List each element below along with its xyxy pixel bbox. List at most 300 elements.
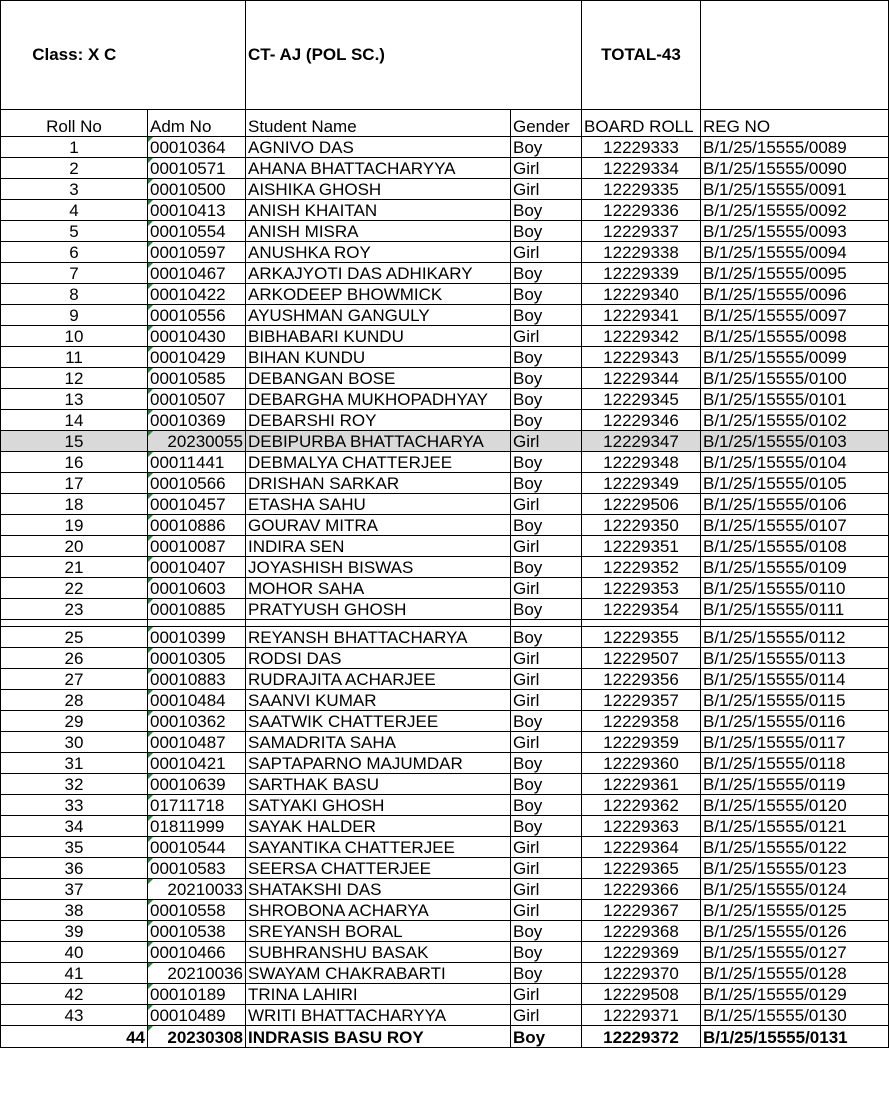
cell-adm-no[interactable]: 00010487 — [148, 732, 246, 753]
cell-gender[interactable]: Girl — [511, 1005, 582, 1026]
cell-adm-no[interactable]: 00010087 — [148, 536, 246, 557]
cell-student-name[interactable]: AYUSHMAN GANGULY — [246, 305, 511, 326]
cell-roll-no[interactable]: 5 — [1, 221, 148, 242]
cell-adm-no[interactable]: 00010538 — [148, 921, 246, 942]
cell-adm-no[interactable]: 00010457 — [148, 494, 246, 515]
table-row — [1, 557, 889, 578]
cell-reg-no[interactable]: B/1/25/15555/0119 — [701, 774, 889, 795]
cell-adm-no[interactable]: 00010362 — [148, 711, 246, 732]
cell-roll-no[interactable]: 38 — [1, 900, 148, 921]
cell-adm-no[interactable]: 00010305 — [148, 648, 246, 669]
cell-reg-no[interactable]: B/1/25/15555/0124 — [701, 879, 889, 900]
cell-reg-no[interactable]: B/1/25/15555/0121 — [701, 816, 889, 837]
cell-adm-no[interactable]: 00010883 — [148, 669, 246, 690]
cell-board-roll[interactable]: 12229341 — [582, 305, 701, 326]
cell-student-name[interactable]: DRISHAN SARKAR — [246, 473, 511, 494]
cell-adm-no[interactable]: 00010639 — [148, 774, 246, 795]
cell-reg-no[interactable]: B/1/25/15555/0102 — [701, 410, 889, 431]
table-row — [1, 179, 889, 200]
cell-roll-no[interactable]: 11 — [1, 347, 148, 368]
cell-student-name[interactable]: SHROBONA ACHARYA — [246, 900, 511, 921]
cell-gender[interactable]: Girl — [511, 879, 582, 900]
table-row — [1, 599, 889, 620]
cell-board-roll[interactable]: 12229507 — [582, 648, 701, 669]
cell-gender[interactable]: Boy — [511, 627, 582, 648]
cell-roll-no[interactable]: 39 — [1, 921, 148, 942]
header-empty-cell[interactable] — [148, 1, 246, 110]
cell-gender[interactable]: Boy — [511, 1026, 582, 1048]
cell-gender[interactable]: Boy — [511, 711, 582, 732]
cell-gender[interactable]: Girl — [511, 494, 582, 515]
cell-board-roll[interactable]: 12229345 — [582, 389, 701, 410]
cell-reg-no[interactable]: B/1/25/15555/0091 — [701, 179, 889, 200]
cell-adm-no[interactable]: 00010500 — [148, 179, 246, 200]
cell-adm-no[interactable]: 00010467 — [148, 263, 246, 284]
blank-cell[interactable] — [511, 620, 582, 627]
cell-reg-no[interactable]: B/1/25/15555/0089 — [701, 137, 889, 158]
cell-roll-no[interactable]: 3 — [1, 179, 148, 200]
cell-reg-no[interactable]: B/1/25/15555/0101 — [701, 389, 889, 410]
cell-adm-no[interactable]: 00010364 — [148, 137, 246, 158]
cell-adm-no[interactable]: 00010413 — [148, 200, 246, 221]
cell-reg-no[interactable]: B/1/25/15555/0111 — [701, 599, 889, 620]
cell-board-roll[interactable]: 12229342 — [582, 326, 701, 347]
cell-student-name[interactable]: DEBARGHA MUKHOPADHYAY — [246, 389, 511, 410]
cell-board-roll[interactable]: 12229367 — [582, 900, 701, 921]
cell-gender[interactable]: Boy — [511, 473, 582, 494]
total-label[interactable]: TOTAL-43 — [582, 1, 701, 110]
cell-reg-no[interactable]: B/1/25/15555/0123 — [701, 858, 889, 879]
cell-student-name[interactable]: SAATWIK CHATTERJEE — [246, 711, 511, 732]
cell-student-name[interactable]: SAMADRITA SAHA — [246, 732, 511, 753]
cell-student-name[interactable]: SREYANSH BORAL — [246, 921, 511, 942]
table-row — [1, 879, 889, 900]
cell-student-name[interactable]: BIBHABARI KUNDU — [246, 326, 511, 347]
cell-gender[interactable]: Boy — [511, 410, 582, 431]
cell-board-roll[interactable]: 12229348 — [582, 452, 701, 473]
table-row — [1, 242, 889, 263]
cell-student-name[interactable]: AISHIKA GHOSH — [246, 179, 511, 200]
cell-roll-no[interactable]: 18 — [1, 494, 148, 515]
cell-adm-no[interactable]: 01811999 — [148, 816, 246, 837]
cell-adm-no[interactable]: 00010507 — [148, 389, 246, 410]
cell-board-roll[interactable]: 12229362 — [582, 795, 701, 816]
cell-board-roll[interactable]: 12229366 — [582, 879, 701, 900]
cell-roll-no[interactable]: 23 — [1, 599, 148, 620]
cell-student-name[interactable]: MOHOR SAHA — [246, 578, 511, 599]
cell-reg-no[interactable]: B/1/25/15555/0125 — [701, 900, 889, 921]
cell-reg-no[interactable]: B/1/25/15555/0115 — [701, 690, 889, 711]
cell-roll-no[interactable]: 14 — [1, 410, 148, 431]
cell-reg-no[interactable]: B/1/25/15555/0107 — [701, 515, 889, 536]
header-empty-cell[interactable] — [701, 1, 889, 110]
cell-gender[interactable]: Boy — [511, 599, 582, 620]
cell-board-roll[interactable]: 12229349 — [582, 473, 701, 494]
cell-adm-no[interactable]: 00010554 — [148, 221, 246, 242]
cell-gender[interactable]: Girl — [511, 578, 582, 599]
cell-roll-no[interactable]: 2 — [1, 158, 148, 179]
class-label[interactable]: Class: X C — [1, 1, 148, 110]
cell-gender[interactable]: Girl — [511, 900, 582, 921]
cell-board-roll[interactable]: 12229356 — [582, 669, 701, 690]
cell-board-roll[interactable]: 12229360 — [582, 753, 701, 774]
cell-board-roll[interactable]: 12229355 — [582, 627, 701, 648]
cell-gender[interactable]: Boy — [511, 347, 582, 368]
cell-student-name[interactable]: SAYANTIKA CHATTERJEE — [246, 837, 511, 858]
cell-reg-no[interactable]: B/1/25/15555/0129 — [701, 984, 889, 1005]
cell-gender[interactable]: Boy — [511, 389, 582, 410]
cell-adm-no[interactable]: 00010399 — [148, 627, 246, 648]
cell-board-roll[interactable]: 12229365 — [582, 858, 701, 879]
cell-reg-no[interactable]: B/1/25/15555/0096 — [701, 284, 889, 305]
cell-gender[interactable]: Boy — [511, 963, 582, 984]
cell-roll-no[interactable]: 30 — [1, 732, 148, 753]
cell-board-roll[interactable]: 12229508 — [582, 984, 701, 1005]
cell-reg-no[interactable]: B/1/25/15555/0105 — [701, 473, 889, 494]
cell-board-roll[interactable]: 12229359 — [582, 732, 701, 753]
cell-reg-no[interactable]: B/1/25/15555/0131 — [701, 1026, 889, 1048]
blank-cell[interactable] — [1, 620, 148, 627]
column-header-board-roll[interactable]: BOARD ROLL — [582, 110, 701, 137]
cell-roll-no[interactable]: 6 — [1, 242, 148, 263]
cell-board-roll[interactable]: 12229347 — [582, 431, 701, 452]
cell-board-roll[interactable]: 12229370 — [582, 963, 701, 984]
cell-gender[interactable]: Boy — [511, 921, 582, 942]
table-row — [1, 837, 889, 858]
cell-reg-no[interactable]: B/1/25/15555/0128 — [701, 963, 889, 984]
cell-adm-no[interactable]: 00010603 — [148, 578, 246, 599]
cell-reg-no[interactable]: B/1/25/15555/0094 — [701, 242, 889, 263]
cell-roll-no[interactable]: 32 — [1, 774, 148, 795]
cell-student-name[interactable]: TRINA LAHIRI — [246, 984, 511, 1005]
cell-student-name[interactable]: DEBIPURBA BHATTACHARYA — [246, 431, 511, 452]
cell-board-roll[interactable]: 12229336 — [582, 200, 701, 221]
cell-roll-no[interactable]: 33 — [1, 795, 148, 816]
class-teacher-label[interactable]: CT- AJ (POL SC.) — [246, 1, 511, 110]
blank-cell[interactable] — [701, 620, 889, 627]
table-row — [1, 578, 889, 599]
cell-roll-no[interactable]: 13 — [1, 389, 148, 410]
cell-roll-no[interactable]: 27 — [1, 669, 148, 690]
cell-adm-no[interactable]: 01711718 — [148, 795, 246, 816]
cell-board-roll[interactable]: 12229368 — [582, 921, 701, 942]
cell-reg-no[interactable]: B/1/25/15555/0098 — [701, 326, 889, 347]
cell-student-name[interactable]: DEBANGAN BOSE — [246, 368, 511, 389]
cell-reg-no[interactable]: B/1/25/15555/0130 — [701, 1005, 889, 1026]
cell-reg-no[interactable]: B/1/25/15555/0112 — [701, 627, 889, 648]
cell-student-name[interactable]: GOURAV MITRA — [246, 515, 511, 536]
cell-adm-no[interactable]: 00010466 — [148, 942, 246, 963]
cell-gender[interactable]: Boy — [511, 284, 582, 305]
cell-adm-no[interactable]: 00010407 — [148, 557, 246, 578]
header-empty-cell[interactable] — [511, 1, 582, 110]
cell-student-name[interactable]: ARKAJYOTI DAS ADHIKARY — [246, 263, 511, 284]
column-header-row — [1, 110, 889, 137]
column-header-gender[interactable]: Gender — [511, 110, 582, 137]
cell-board-roll[interactable]: 12229369 — [582, 942, 701, 963]
cell-roll-no[interactable]: 16 — [1, 452, 148, 473]
cell-adm-no[interactable]: 00010585 — [148, 368, 246, 389]
cell-reg-no[interactable]: B/1/25/15555/0117 — [701, 732, 889, 753]
cell-student-name[interactable]: INDIRA SEN — [246, 536, 511, 557]
cell-reg-no[interactable]: B/1/25/15555/0100 — [701, 368, 889, 389]
cell-student-name[interactable]: AHANA BHATTACHARYYA — [246, 158, 511, 179]
cell-student-name[interactable]: SARTHAK BASU — [246, 774, 511, 795]
cell-roll-no[interactable]: 25 — [1, 627, 148, 648]
cell-adm-no[interactable]: 20210036 — [148, 963, 246, 984]
cell-student-name[interactable]: INDRASIS BASU ROY — [246, 1026, 511, 1048]
cell-adm-no[interactable]: 00010544 — [148, 837, 246, 858]
table-row — [1, 984, 889, 1005]
cell-student-name[interactable]: JOYASHISH BISWAS — [246, 557, 511, 578]
cell-roll-no[interactable]: 42 — [1, 984, 148, 1005]
column-header-roll-no[interactable]: Roll No — [1, 110, 148, 137]
blank-cell[interactable] — [148, 620, 246, 627]
cell-student-name[interactable]: ARKODEEP BHOWMICK — [246, 284, 511, 305]
cell-board-roll[interactable]: 12229354 — [582, 599, 701, 620]
cell-reg-no[interactable]: B/1/25/15555/0103 — [701, 431, 889, 452]
cell-student-name[interactable]: REYANSH BHATTACHARYA — [246, 627, 511, 648]
cell-board-roll[interactable]: 12229340 — [582, 284, 701, 305]
cell-student-name[interactable]: ETASHA SAHU — [246, 494, 511, 515]
cell-reg-no[interactable]: B/1/25/15555/0118 — [701, 753, 889, 774]
cell-reg-no[interactable]: B/1/25/15555/0108 — [701, 536, 889, 557]
cell-board-roll[interactable]: 12229361 — [582, 774, 701, 795]
cell-adm-no[interactable]: 00010369 — [148, 410, 246, 431]
cell-board-roll[interactable]: 12229337 — [582, 221, 701, 242]
cell-gender[interactable]: Boy — [511, 753, 582, 774]
cell-reg-no[interactable]: B/1/25/15555/0113 — [701, 648, 889, 669]
cell-roll-no[interactable]: 20 — [1, 536, 148, 557]
cell-adm-no[interactable]: 00010484 — [148, 690, 246, 711]
cell-gender[interactable]: Boy — [511, 557, 582, 578]
cell-adm-no[interactable]: 00010430 — [148, 326, 246, 347]
table-row — [1, 627, 889, 648]
cell-board-roll[interactable]: 12229372 — [582, 1026, 701, 1048]
cell-board-roll[interactable]: 12229339 — [582, 263, 701, 284]
cell-student-name[interactable]: SEERSA CHATTERJEE — [246, 858, 511, 879]
table-row — [1, 536, 889, 557]
cell-board-roll[interactable]: 12229364 — [582, 837, 701, 858]
cell-adm-no[interactable]: 00010597 — [148, 242, 246, 263]
cell-student-name[interactable]: ANISH KHAITAN — [246, 200, 511, 221]
cell-reg-no[interactable]: B/1/25/15555/0116 — [701, 711, 889, 732]
cell-gender[interactable]: Girl — [511, 648, 582, 669]
cell-adm-no[interactable]: 00010422 — [148, 284, 246, 305]
table-row — [1, 816, 889, 837]
cell-roll-no[interactable]: 26 — [1, 648, 148, 669]
cell-student-name[interactable]: AGNIVO DAS — [246, 137, 511, 158]
cell-board-roll[interactable]: 12229335 — [582, 179, 701, 200]
cell-gender[interactable]: Boy — [511, 263, 582, 284]
cell-board-roll[interactable]: 12229506 — [582, 494, 701, 515]
cell-board-roll[interactable]: 12229353 — [582, 578, 701, 599]
cell-board-roll[interactable]: 12229334 — [582, 158, 701, 179]
cell-student-name[interactable]: PRATYUSH GHOSH — [246, 599, 511, 620]
cell-student-name[interactable]: BIHAN KUNDU — [246, 347, 511, 368]
cell-reg-no[interactable]: B/1/25/15555/0093 — [701, 221, 889, 242]
cell-reg-no[interactable]: B/1/25/15555/0122 — [701, 837, 889, 858]
cell-board-roll[interactable]: 12229358 — [582, 711, 701, 732]
cell-reg-no[interactable]: B/1/25/15555/0090 — [701, 158, 889, 179]
cell-roll-no[interactable]: 8 — [1, 284, 148, 305]
cell-student-name[interactable]: DEBARSHI ROY — [246, 410, 511, 431]
cell-roll-no[interactable]: 34 — [1, 816, 148, 837]
table-row — [1, 389, 889, 410]
cell-roll-no[interactable]: 21 — [1, 557, 148, 578]
cell-roll-no[interactable]: 43 — [1, 1005, 148, 1026]
cell-student-name[interactable]: SAPTAPARNO MAJUMDAR — [246, 753, 511, 774]
cell-student-name[interactable]: RUDRAJITA ACHARJEE — [246, 669, 511, 690]
cell-adm-no[interactable]: 20230055 — [148, 431, 246, 452]
cell-adm-no[interactable]: 00010421 — [148, 753, 246, 774]
cell-roll-no[interactable]: 15 — [1, 431, 148, 452]
cell-gender[interactable]: Girl — [511, 326, 582, 347]
cell-board-roll[interactable]: 12229371 — [582, 1005, 701, 1026]
blank-cell[interactable] — [582, 620, 701, 627]
cell-board-roll[interactable]: 12229357 — [582, 690, 701, 711]
cell-student-name[interactable]: SAYAK HALDER — [246, 816, 511, 837]
cell-reg-no[interactable]: B/1/25/15555/0127 — [701, 942, 889, 963]
cell-board-roll[interactable]: 12229333 — [582, 137, 701, 158]
cell-roll-no[interactable]: 29 — [1, 711, 148, 732]
cell-gender[interactable]: Girl — [511, 179, 582, 200]
cell-adm-no[interactable]: 20230308 — [148, 1026, 246, 1048]
cell-gender[interactable]: Boy — [511, 774, 582, 795]
table-row — [1, 410, 889, 431]
cell-reg-no[interactable]: B/1/25/15555/0092 — [701, 200, 889, 221]
cell-roll-no[interactable]: 37 — [1, 879, 148, 900]
cell-reg-no[interactable]: B/1/25/15555/0106 — [701, 494, 889, 515]
blank-cell[interactable] — [246, 620, 511, 627]
cell-board-roll[interactable]: 12229338 — [582, 242, 701, 263]
cell-gender[interactable]: Boy — [511, 452, 582, 473]
cell-board-roll[interactable]: 12229346 — [582, 410, 701, 431]
cell-adm-no[interactable]: 20210033 — [148, 879, 246, 900]
cell-gender[interactable]: Boy — [511, 221, 582, 242]
table-row — [1, 669, 889, 690]
blank-row — [1, 620, 889, 627]
cell-gender[interactable]: Girl — [511, 242, 582, 263]
cell-adm-no[interactable]: 00010556 — [148, 305, 246, 326]
cell-gender[interactable]: Boy — [511, 368, 582, 389]
cell-gender[interactable]: Boy — [511, 305, 582, 326]
cell-gender[interactable]: Girl — [511, 158, 582, 179]
cell-student-name[interactable]: SUBHRANSHU BASAK — [246, 942, 511, 963]
cell-roll-no[interactable]: 1 — [1, 137, 148, 158]
cell-student-name[interactable]: ANUSHKA ROY — [246, 242, 511, 263]
cell-reg-no[interactable]: B/1/25/15555/0095 — [701, 263, 889, 284]
table-row — [1, 900, 889, 921]
cell-student-name[interactable]: SAANVI KUMAR — [246, 690, 511, 711]
table-row — [1, 368, 889, 389]
table-row — [1, 963, 889, 984]
cell-reg-no[interactable]: B/1/25/15555/0120 — [701, 795, 889, 816]
cell-adm-no[interactable]: 00010489 — [148, 1005, 246, 1026]
cell-reg-no[interactable]: B/1/25/15555/0109 — [701, 557, 889, 578]
cell-board-roll[interactable]: 12229352 — [582, 557, 701, 578]
cell-gender[interactable]: Girl — [511, 837, 582, 858]
cell-student-name[interactable]: SWAYAM CHAKRABARTI — [246, 963, 511, 984]
cell-gender[interactable]: Girl — [511, 669, 582, 690]
cell-board-roll[interactable]: 12229351 — [582, 536, 701, 557]
table-row — [1, 732, 889, 753]
cell-gender[interactable]: Girl — [511, 431, 582, 452]
cell-roll-no[interactable]: 35 — [1, 837, 148, 858]
cell-adm-no[interactable]: 00011441 — [148, 452, 246, 473]
cell-roll-no[interactable]: 41 — [1, 963, 148, 984]
cell-student-name[interactable]: SATYAKI GHOSH — [246, 795, 511, 816]
cell-roll-no[interactable]: 10 — [1, 326, 148, 347]
cell-roll-no[interactable]: 31 — [1, 753, 148, 774]
cell-student-name[interactable]: DEBMALYA CHATTERJEE — [246, 452, 511, 473]
cell-gender[interactable]: Girl — [511, 984, 582, 1005]
cell-adm-no[interactable]: 00010885 — [148, 599, 246, 620]
cell-student-name[interactable]: WRITI BHATTACHARYYA — [246, 1005, 511, 1026]
sheet-header-row — [1, 1, 889, 110]
cell-gender[interactable]: Girl — [511, 536, 582, 557]
column-header-student-name[interactable]: Student Name — [246, 110, 511, 137]
cell-roll-no[interactable]: 4 — [1, 200, 148, 221]
table-row — [1, 431, 889, 452]
cell-reg-no[interactable]: B/1/25/15555/0099 — [701, 347, 889, 368]
cell-board-roll[interactable]: 12229343 — [582, 347, 701, 368]
cell-gender[interactable]: Girl — [511, 732, 582, 753]
cell-roll-no[interactable]: 36 — [1, 858, 148, 879]
cell-student-name[interactable]: RODSI DAS — [246, 648, 511, 669]
cell-reg-no[interactable]: B/1/25/15555/0110 — [701, 578, 889, 599]
cell-gender[interactable]: Boy — [511, 795, 582, 816]
cell-gender[interactable]: Boy — [511, 816, 582, 837]
cell-adm-no[interactable]: 00010566 — [148, 473, 246, 494]
cell-roll-no[interactable]: 19 — [1, 515, 148, 536]
cell-student-name[interactable]: SHATAKSHI DAS — [246, 879, 511, 900]
cell-adm-no[interactable]: 00010189 — [148, 984, 246, 1005]
table-row — [1, 137, 889, 158]
cell-gender[interactable]: Boy — [511, 200, 582, 221]
cell-student-name[interactable]: ANISH MISRA — [246, 221, 511, 242]
cell-board-roll[interactable]: 12229363 — [582, 816, 701, 837]
cell-adm-no[interactable]: 00010429 — [148, 347, 246, 368]
cell-adm-no[interactable]: 00010558 — [148, 900, 246, 921]
cell-gender[interactable]: Boy — [511, 137, 582, 158]
column-header-adm-no[interactable]: Adm No — [148, 110, 246, 137]
cell-roll-no[interactable]: 28 — [1, 690, 148, 711]
table-row — [1, 326, 889, 347]
cell-gender[interactable]: Girl — [511, 858, 582, 879]
cell-adm-no[interactable]: 00010886 — [148, 515, 246, 536]
cell-gender[interactable]: Boy — [511, 942, 582, 963]
cell-board-roll[interactable]: 12229350 — [582, 515, 701, 536]
cell-gender[interactable]: Girl — [511, 690, 582, 711]
cell-adm-no[interactable]: 00010571 — [148, 158, 246, 179]
cell-roll-no[interactable]: 7 — [1, 263, 148, 284]
cell-adm-no[interactable]: 00010583 — [148, 858, 246, 879]
cell-roll-no[interactable]: 22 — [1, 578, 148, 599]
cell-reg-no[interactable]: B/1/25/15555/0104 — [701, 452, 889, 473]
cell-roll-no[interactable]: 17 — [1, 473, 148, 494]
cell-board-roll[interactable]: 12229344 — [582, 368, 701, 389]
column-header-reg-no[interactable]: REG NO — [701, 110, 889, 137]
cell-reg-no[interactable]: B/1/25/15555/0126 — [701, 921, 889, 942]
cell-roll-no[interactable]: 12 — [1, 368, 148, 389]
cell-roll-no[interactable]: 9 — [1, 305, 148, 326]
cell-reg-no[interactable]: B/1/25/15555/0114 — [701, 669, 889, 690]
cell-roll-no[interactable]: 40 — [1, 942, 148, 963]
cell-roll-no[interactable]: 44 — [1, 1026, 148, 1048]
cell-gender[interactable]: Boy — [511, 515, 582, 536]
cell-reg-no[interactable]: B/1/25/15555/0097 — [701, 305, 889, 326]
